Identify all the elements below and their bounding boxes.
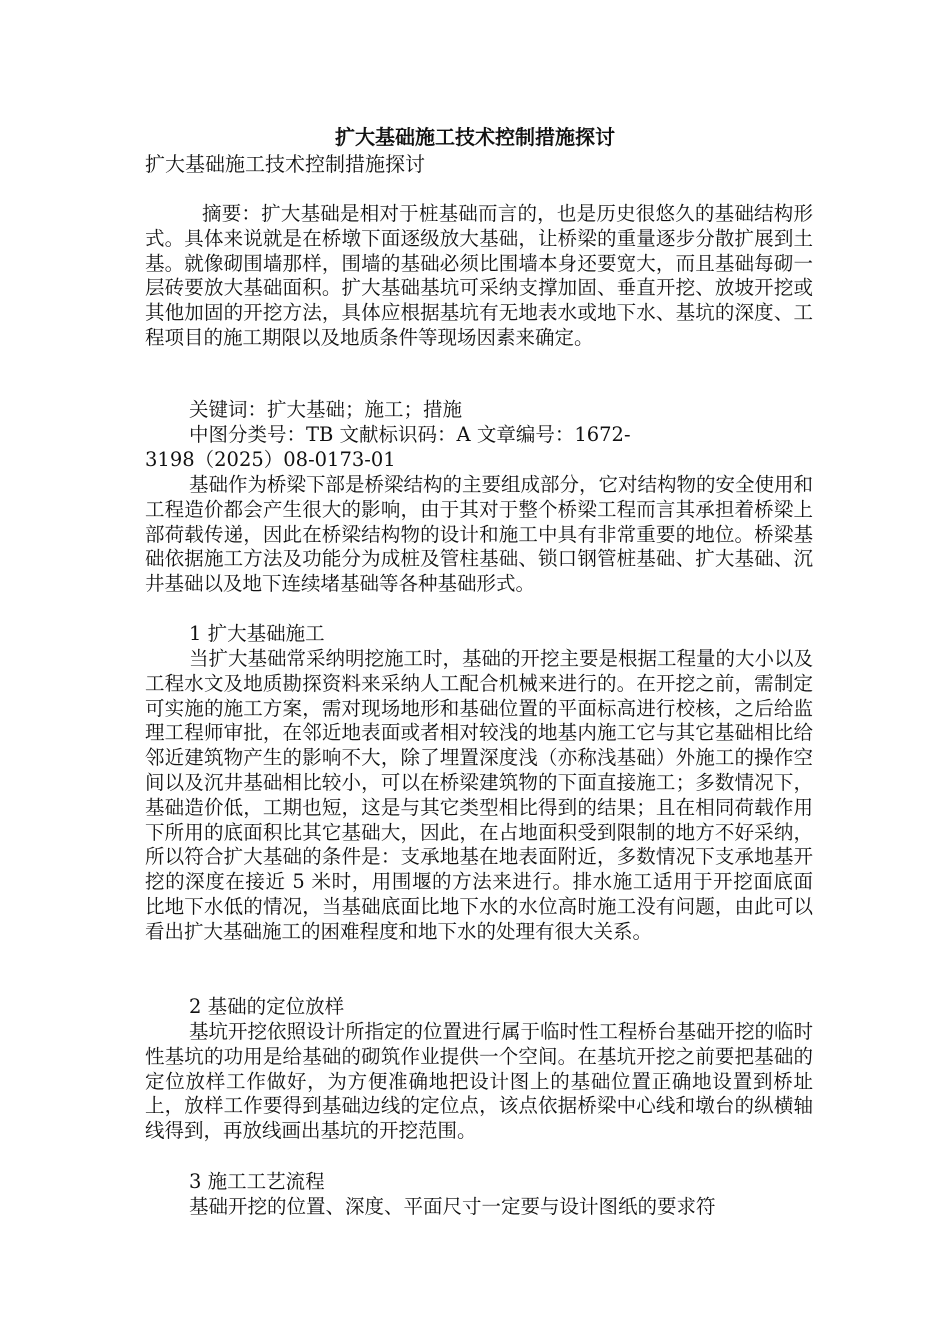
abstract-paragraph: 摘要：扩大基础是相对于桩基础而言的，也是历史很悠久的基础结构形式。具体来说就是在桥墩下面逐级放大基础，让桥梁的重量逐步分散扩展到土基。就像砌围墙那样，围墙的基础必须比围墙本身还要宽大，而且基础每砌一层砖要放大基础面积。扩大基础基坑可采纳支撑加固、垂直开挖、放坡开挖或其他加固的开挖方法，具体应根据基坑有无地表水或地下水、基坑的深度、工程项目的施工期限以及地质条件等现场因素来确定。 bbox=[145, 202, 813, 349]
keywords-line: 关键词：扩大基础；施工；措施 bbox=[189, 398, 463, 421]
classification-line-continued: 3198（2025）08-0173-01 bbox=[145, 448, 396, 471]
section-3-paragraph: 基础开挖的位置、深度、平面尺寸一定要与设计图纸的要求符 bbox=[189, 1195, 716, 1218]
section-1-heading: 1 扩大基础施工 bbox=[189, 622, 325, 645]
document-title: 扩大基础施工技术控制措施探讨 bbox=[335, 125, 615, 149]
classification-line: 中图分类号：TB 文献标识码：A 文章编号：1672- bbox=[189, 423, 631, 446]
section-2-heading: 2 基础的定位放样 bbox=[189, 995, 345, 1018]
document-subtitle: 扩大基础施工技术控制措施探讨 bbox=[145, 152, 425, 176]
section-1-paragraph: 当扩大基础常采纳明挖施工时，基础的开挖主要是根据工程量的大小以及工程水文及地质勘探资料来采纳人工配合机械来进行的。在开挖之前，需制定可实施的施工方案，需对现场地形和基础位置的平面标高进行校核，之后给监理工程师审批，在邻近地表面或者相对较浅的地基内施工它与其它基础相比给邻近建筑物产生的影响不大，除了埋置深度浅（亦称浅基础）外施工的操作空间以及沉井基础相比较小，可以在桥梁建筑物的下面直接施工；多数情况下，基础造价低，工期也短，这是与其它类型相比得到的结果；且在相同荷载作用下所用的底面积比其它基础大，因此，在占地面积受到限制的地方不好采纳，所以符合扩大基础的条件是：支承地基在地表面附近，多数情况下支承地基开挖的深度在接近 5 米时，用围堰的方法来进行。排水施工适用于开挖面底面比地下水低的情况，当基础底面比地下水的水位高时施工没有问题，由此可以看出扩大基础施工的困难程度和地下水的处理有很大关系。 bbox=[145, 647, 814, 943]
section-2-paragraph: 基坑开挖依照设计所指定的位置进行属于临时性工程桥台基础开挖的临时性基坑的功用是给基础的砌筑作业提供一个空间。在基坑开挖之前要把基础的定位放样工作做好，为方便准确地把设计图上的基础位置正确地设置到桥址上，放样工作要得到基础边线的定位点，该点依据桥梁中心线和墩台的纵横轴线得到，再放线画出基坑的开挖范围。 bbox=[145, 1020, 814, 1143]
section-3-heading: 3 施工工艺流程 bbox=[189, 1170, 325, 1193]
intro-paragraph: 基础作为桥梁下部是桥梁结构的主要组成部分，它对结构物的安全使用和工程造价都会产生很大的影响，由于其对于整个桥梁工程而言其承担着桥梁上部荷载传递，因此在桥梁结构物的设计和施工中具有非常重要的地位。桥梁基础依据施工方法及功能分为成桩及管柱基础、锁口钢管桩基础、扩大基础、沉井基础以及地下连续堵基础等各种基础形式。 bbox=[145, 473, 814, 596]
